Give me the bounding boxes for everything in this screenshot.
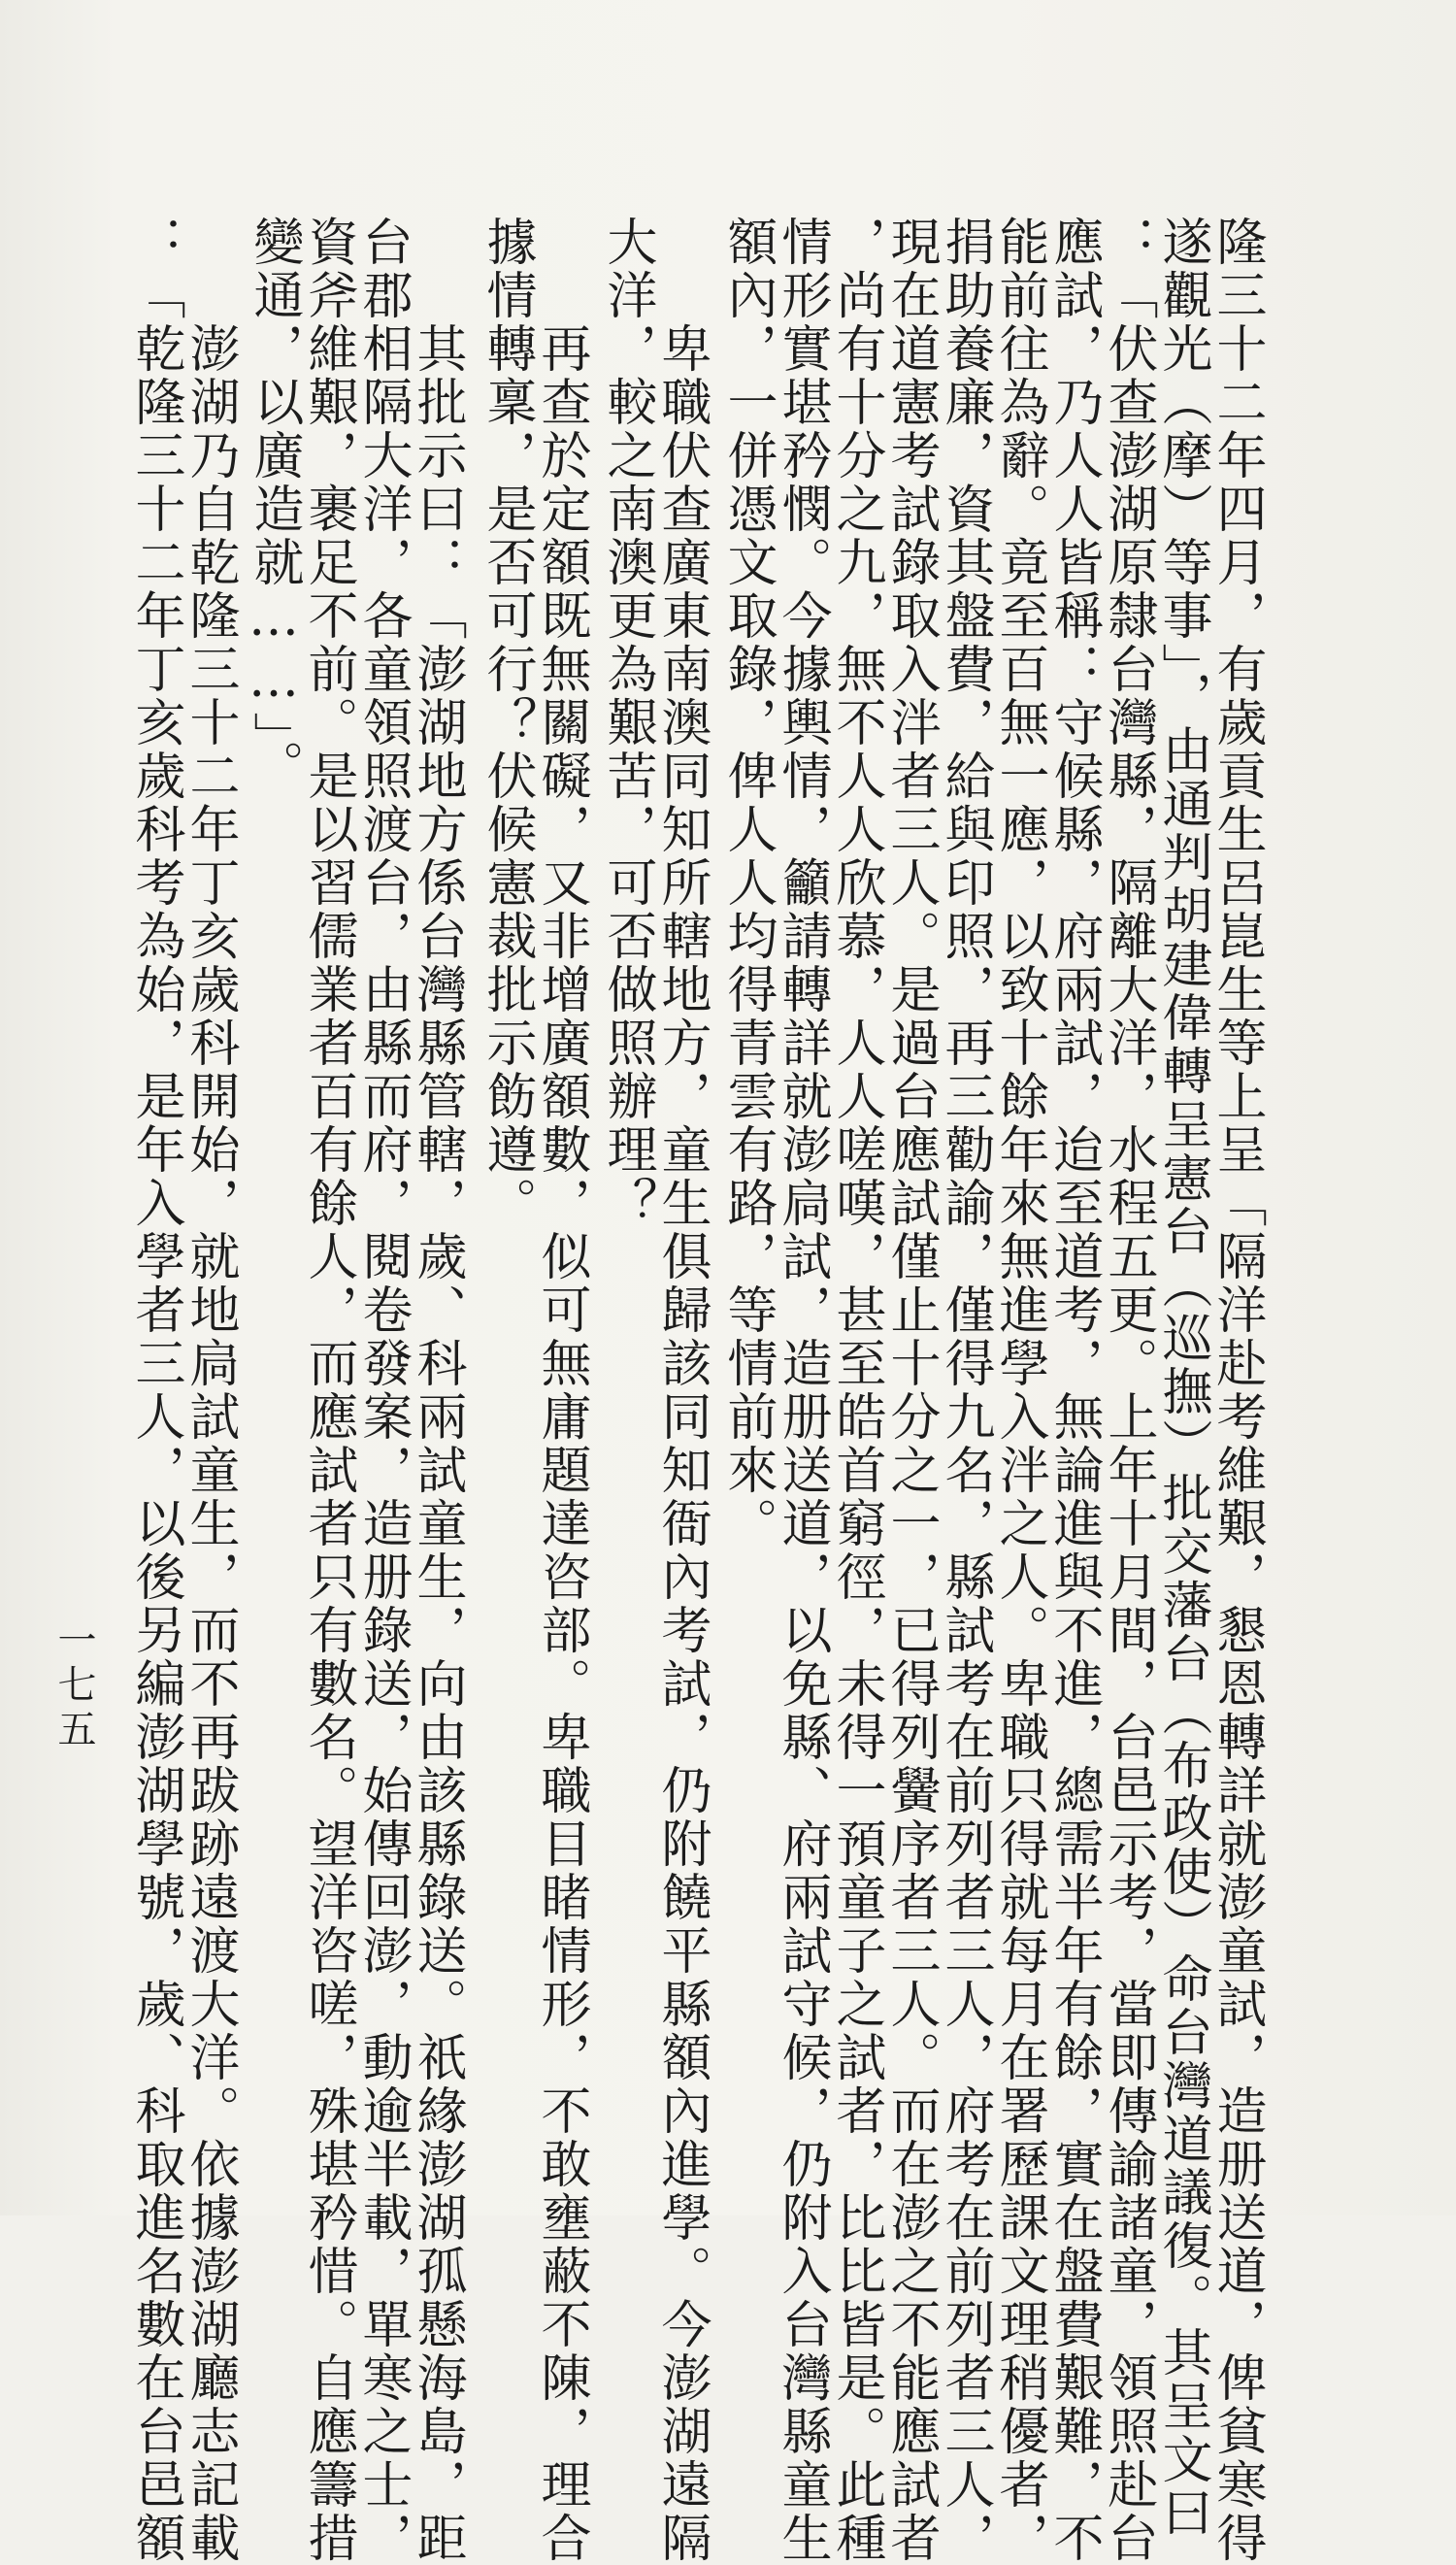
text-column: 其批示曰：「澎湖地方係台灣縣管轄，歲、科兩試童生，向由該縣錄送。祇緣澎湖孤懸海島，距 xyxy=(408,216,466,2565)
text-column: 應試，乃人人皆稱：守候縣，府兩試，迨至道考，無論進與不進，總需半年有餘，實在盤費艱難，不 xyxy=(1044,216,1103,2565)
text-column: 澎湖乃自乾隆三十二年丁亥歲科開始，就地扃試童生，而不再跋跡遠渡大洋。依據澎湖廳志記載 xyxy=(181,216,239,2565)
text-column: 情形實堪矜憫。今據輿情，籲請轉詳就澎扃試，造册送道，以免縣、府兩試守候，仍附入台灣縣童生 xyxy=(773,216,831,2565)
text-column: ：「伏查澎湖原隸台灣縣，隔離大洋，水程五更。上年十月間，台邑示考，當即傳諭諸童，領照赴台 xyxy=(1099,216,1157,2565)
text-column: 能前往為辭。竟至百無一應，以致十餘年來無進學入泮之人。卑職只得就每月在署歷課文理稍優者， xyxy=(990,216,1048,2565)
text-column: ：「乾隆三十二年丁亥歲科考為始，是年入學者三人，以後另編澎湖學號，歲、科取進名數在台邑額 xyxy=(126,216,184,2565)
text-column: 捐助養廉，資其盤費，給與印照，再三勸諭，僅得九名，縣試考在前列者三人，府考在前列者三人， xyxy=(936,216,994,2565)
text-column: 台郡相隔大洋，各童領照渡台，由縣而府，閱卷發案，造册錄送，始傳回澎，動逾半載，單寒之士， xyxy=(353,216,412,2565)
text-column: 變通，以廣造就……」。 xyxy=(245,216,303,793)
text-column: 額內，一併憑文取錄，俾人人均得青雲有路，等情前來。 xyxy=(718,216,777,1550)
text-column: 大洋，較之南澳更為艱苦，可否做照辦理？ xyxy=(598,216,656,1230)
text-column: 遂觀光（摩）等事」，由通判胡建偉轉呈憲台（巡撫）批交藩台（布政使）命台灣道議復。其呈文曰 xyxy=(1153,216,1211,2540)
text-column: 再查於定額既無關礙，又非增廣額數，似可無庸題達咨部。卑職目睹情形，不敢壅蔽不陳，理合 xyxy=(532,216,590,2565)
text-column: 卑職伏查廣東南澳同知所轄地方，童生俱歸該同知衙內考試，仍附饒平縣額內進學。今澎湖遠隔 xyxy=(652,216,711,2565)
page-number: 一七五 xyxy=(51,1619,96,1753)
text-column: 現在道憲考試錄取入泮者三人。是過台應試僅止十分之一，已得列黌序者三人。而在澎之不能應試者 xyxy=(881,216,940,2565)
text-column: 據情轉稟，是否可行？伏候憲裁批示飭遵。 xyxy=(478,216,536,1230)
text-column: 資斧維艱，裹足不前。是以習儒業者百有餘人，而應試者只有數名。望洋咨嗟，殊堪矜惜。自應籌措 xyxy=(299,216,357,2565)
text-column: ，尚有十分之九，無不人人欣慕，人人嗟嘆，甚至皓首窮徑，未得一預童子之試者，比比皆是。此種 xyxy=(827,216,885,2565)
text-column: 隆三十二年四月，有歲貢生呂崑生等上呈「隔洋赴考維艱，懇恩轉詳就澎童試，造册送道，俾貧寒得 xyxy=(1208,216,1266,2565)
